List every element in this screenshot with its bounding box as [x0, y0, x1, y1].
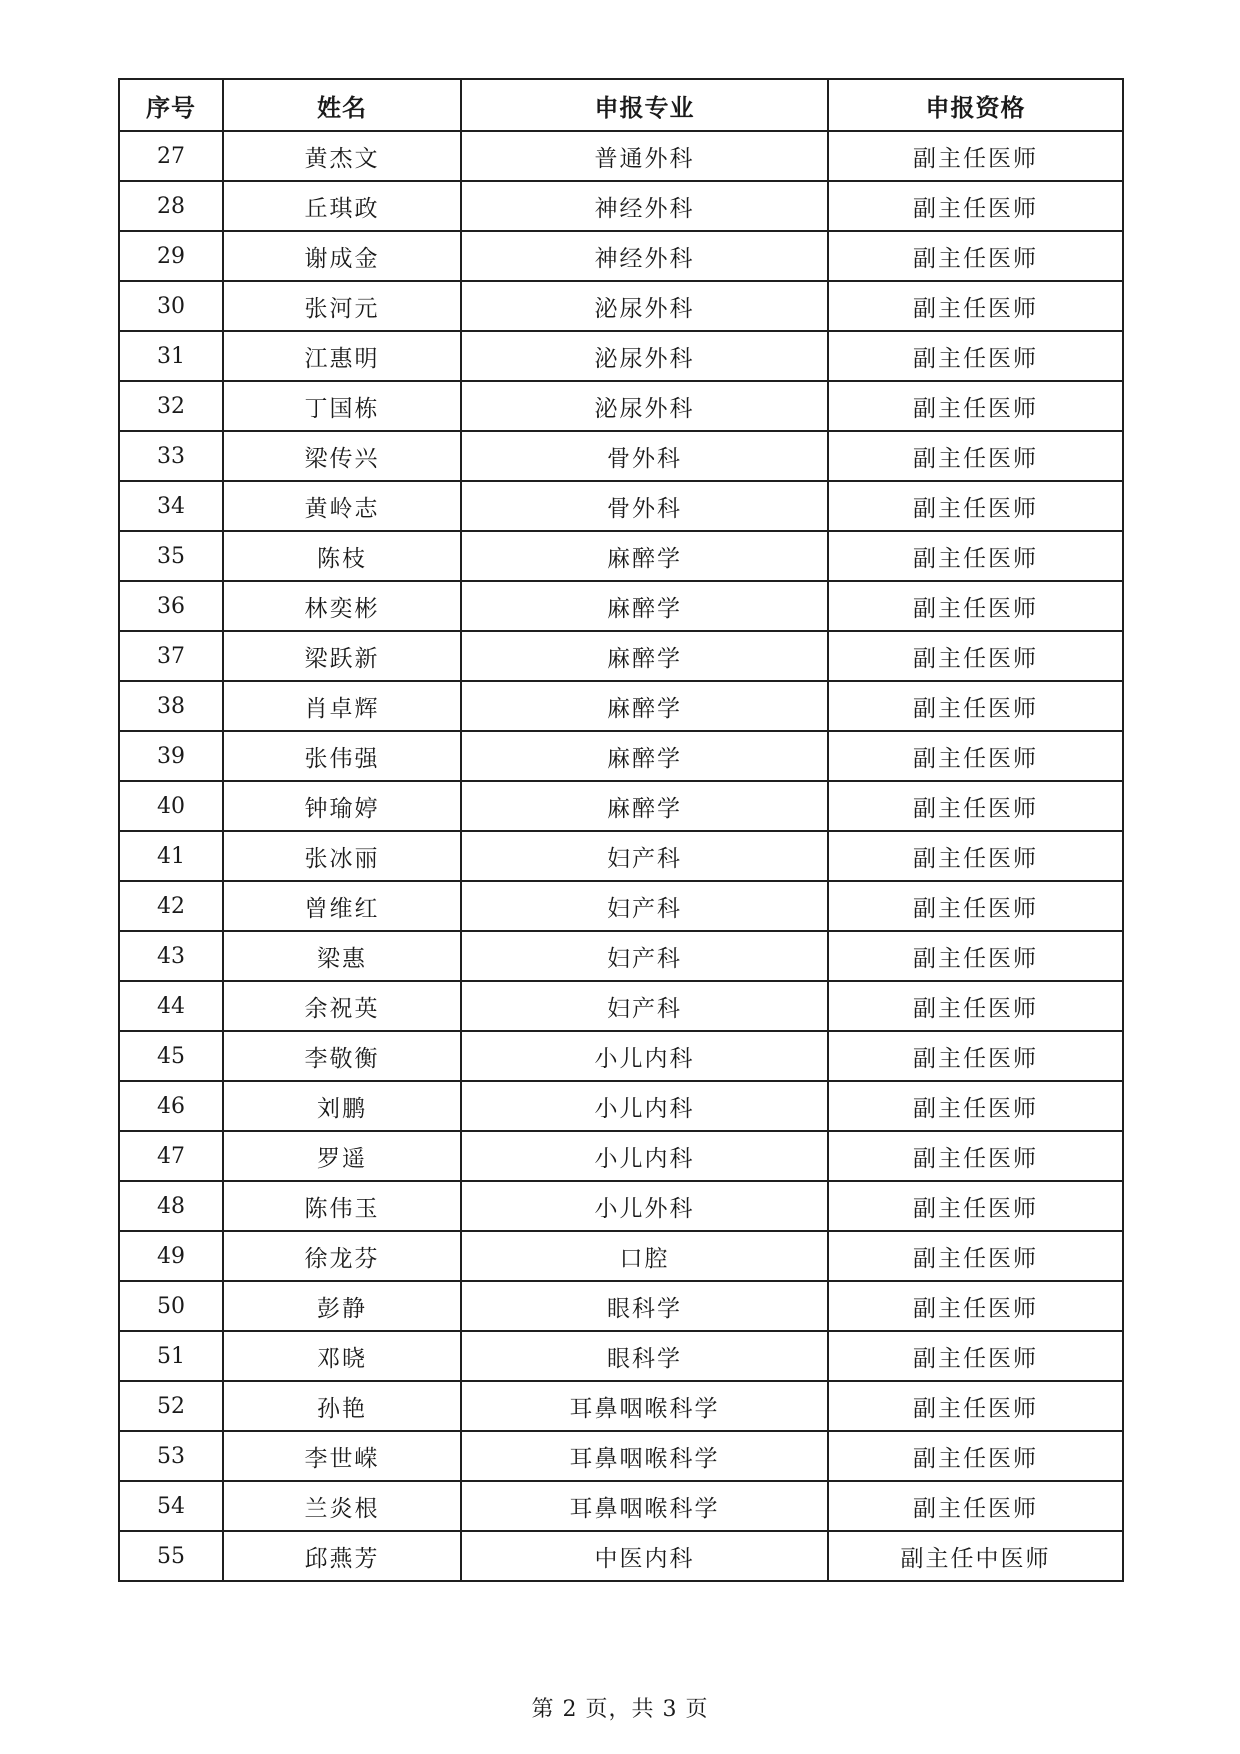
name-cell: 林奕彬 — [223, 581, 461, 631]
specialty-cell: 小儿外科 — [461, 1181, 828, 1231]
name-cell: 谢成金 — [223, 231, 461, 281]
column-header-qualification: 申报资格 — [828, 79, 1123, 131]
qualification-cell: 副主任医师 — [828, 481, 1123, 531]
serial-number-cell: 30 — [119, 281, 223, 331]
name-cell: 黄岭志 — [223, 481, 461, 531]
specialty-cell: 小儿内科 — [461, 1081, 828, 1131]
serial-number-cell: 33 — [119, 431, 223, 481]
name-cell: 梁跃新 — [223, 631, 461, 681]
qualification-cell: 副主任医师 — [828, 681, 1123, 731]
qualification-cell: 副主任医师 — [828, 981, 1123, 1031]
specialty-cell: 泌尿外科 — [461, 381, 828, 431]
serial-number-cell: 49 — [119, 1231, 223, 1281]
name-cell: 陈伟玉 — [223, 1181, 461, 1231]
table-row — [119, 1231, 1123, 1281]
table-row — [119, 781, 1123, 831]
table-row — [119, 531, 1123, 581]
specialty-cell: 泌尿外科 — [461, 331, 828, 381]
table-header — [119, 79, 1123, 131]
qualification-cell: 副主任医师 — [828, 1431, 1123, 1481]
specialty-cell: 小儿内科 — [461, 1131, 828, 1181]
specialty-cell: 普通外科 — [461, 131, 828, 181]
serial-number-cell: 27 — [119, 131, 223, 181]
specialty-cell: 麻醉学 — [461, 781, 828, 831]
table-row — [119, 1081, 1123, 1131]
specialty-cell: 耳鼻咽喉科学 — [461, 1431, 828, 1481]
qualification-cell: 副主任医师 — [828, 581, 1123, 631]
table-row — [119, 1331, 1123, 1381]
qualification-cell: 副主任医师 — [828, 631, 1123, 681]
table-row — [119, 481, 1123, 531]
serial-number-cell: 37 — [119, 631, 223, 681]
qualification-cell: 副主任医师 — [828, 181, 1123, 231]
serial-number-cell: 34 — [119, 481, 223, 531]
name-cell: 徐龙芬 — [223, 1231, 461, 1281]
specialty-cell: 中医内科 — [461, 1531, 828, 1581]
serial-number-cell: 52 — [119, 1381, 223, 1431]
specialty-cell: 眼科学 — [461, 1331, 828, 1381]
table-row — [119, 1181, 1123, 1231]
specialty-cell: 妇产科 — [461, 881, 828, 931]
serial-number-cell: 32 — [119, 381, 223, 431]
serial-number-cell: 53 — [119, 1431, 223, 1481]
table-row — [119, 631, 1123, 681]
table-row — [119, 1131, 1123, 1181]
name-cell: 陈枝 — [223, 531, 461, 581]
specialty-cell: 耳鼻咽喉科学 — [461, 1481, 828, 1531]
name-cell: 丘琪政 — [223, 181, 461, 231]
table-row — [119, 581, 1123, 631]
qualification-cell: 副主任医师 — [828, 781, 1123, 831]
serial-number-cell: 50 — [119, 1281, 223, 1331]
table-row — [119, 231, 1123, 281]
serial-number-cell: 39 — [119, 731, 223, 781]
qualification-cell: 副主任医师 — [828, 1131, 1123, 1181]
qualification-cell: 副主任医师 — [828, 531, 1123, 581]
table-row — [119, 1481, 1123, 1531]
specialty-cell: 骨外科 — [461, 481, 828, 531]
qualification-cell: 副主任医师 — [828, 831, 1123, 881]
name-cell: 曾维红 — [223, 881, 461, 931]
qualification-cell: 副主任医师 — [828, 1381, 1123, 1431]
page-number-footer: 第 2 页，共 3 页 — [531, 1697, 709, 1722]
qualification-cell: 副主任医师 — [828, 1081, 1123, 1131]
specialty-cell: 麻醉学 — [461, 731, 828, 781]
qualification-cell: 副主任医师 — [828, 431, 1123, 481]
name-cell: 余祝英 — [223, 981, 461, 1031]
specialty-cell: 麻醉学 — [461, 581, 828, 631]
name-cell: 钟瑜婷 — [223, 781, 461, 831]
specialty-cell: 泌尿外科 — [461, 281, 828, 331]
qualification-cell: 副主任医师 — [828, 731, 1123, 781]
qualification-cell: 副主任医师 — [828, 1181, 1123, 1231]
qualification-cell: 副主任医师 — [828, 231, 1123, 281]
serial-number-cell: 41 — [119, 831, 223, 881]
column-header-name: 姓名 — [223, 79, 461, 131]
applicant-table — [118, 78, 1124, 1582]
name-cell: 邱燕芳 — [223, 1531, 461, 1581]
name-cell: 黄杰文 — [223, 131, 461, 181]
serial-number-cell: 29 — [119, 231, 223, 281]
specialty-cell: 麻醉学 — [461, 631, 828, 681]
serial-number-cell: 51 — [119, 1331, 223, 1381]
serial-number-cell: 28 — [119, 181, 223, 231]
name-cell: 兰炎根 — [223, 1481, 461, 1531]
table-row — [119, 1531, 1123, 1581]
table-row — [119, 381, 1123, 431]
specialty-cell: 耳鼻咽喉科学 — [461, 1381, 828, 1431]
name-cell: 张冰丽 — [223, 831, 461, 881]
qualification-cell: 副主任医师 — [828, 881, 1123, 931]
specialty-cell: 神经外科 — [461, 181, 828, 231]
qualification-cell: 副主任医师 — [828, 381, 1123, 431]
qualification-cell: 副主任医师 — [828, 1031, 1123, 1081]
table-row — [119, 1381, 1123, 1431]
qualification-cell: 副主任医师 — [828, 1331, 1123, 1381]
serial-number-cell: 42 — [119, 881, 223, 931]
table-row — [119, 131, 1123, 181]
specialty-cell: 妇产科 — [461, 931, 828, 981]
table-row — [119, 881, 1123, 931]
table-row — [119, 331, 1123, 381]
serial-number-cell: 43 — [119, 931, 223, 981]
name-cell: 张河元 — [223, 281, 461, 331]
specialty-cell: 妇产科 — [461, 981, 828, 1031]
name-cell: 张伟强 — [223, 731, 461, 781]
column-header-serial-number: 序号 — [119, 79, 223, 131]
serial-number-cell: 35 — [119, 531, 223, 581]
specialty-cell: 眼科学 — [461, 1281, 828, 1331]
name-cell: 罗遥 — [223, 1131, 461, 1181]
specialty-cell: 神经外科 — [461, 231, 828, 281]
qualification-cell: 副主任医师 — [828, 1281, 1123, 1331]
name-cell: 邓晓 — [223, 1331, 461, 1381]
qualification-cell: 副主任医师 — [828, 281, 1123, 331]
name-cell: 李世嵘 — [223, 1431, 461, 1481]
name-cell: 刘鹏 — [223, 1081, 461, 1131]
table-row — [119, 731, 1123, 781]
name-cell: 孙艳 — [223, 1381, 461, 1431]
table-row — [119, 1031, 1123, 1081]
specialty-cell: 麻醉学 — [461, 681, 828, 731]
qualification-cell: 副主任医师 — [828, 131, 1123, 181]
qualification-cell: 副主任中医师 — [828, 1531, 1123, 1581]
qualification-cell: 副主任医师 — [828, 1231, 1123, 1281]
name-cell: 李敬衡 — [223, 1031, 461, 1081]
serial-number-cell: 45 — [119, 1031, 223, 1081]
specialty-cell: 麻醉学 — [461, 531, 828, 581]
serial-number-cell: 55 — [119, 1531, 223, 1581]
serial-number-cell: 46 — [119, 1081, 223, 1131]
name-cell: 梁传兴 — [223, 431, 461, 481]
table-row — [119, 281, 1123, 331]
serial-number-cell: 54 — [119, 1481, 223, 1531]
table-body — [119, 131, 1123, 1581]
specialty-cell: 小儿内科 — [461, 1031, 828, 1081]
name-cell: 江惠明 — [223, 331, 461, 381]
name-cell: 丁国栋 — [223, 381, 461, 431]
table-row — [119, 931, 1123, 981]
qualification-cell: 副主任医师 — [828, 1481, 1123, 1531]
serial-number-cell: 36 — [119, 581, 223, 631]
qualification-cell: 副主任医师 — [828, 331, 1123, 381]
specialty-cell: 骨外科 — [461, 431, 828, 481]
serial-number-cell: 47 — [119, 1131, 223, 1181]
serial-number-cell: 40 — [119, 781, 223, 831]
specialty-cell: 妇产科 — [461, 831, 828, 881]
table-row — [119, 181, 1123, 231]
table-row — [119, 431, 1123, 481]
header-row — [119, 79, 1123, 131]
table-row — [119, 681, 1123, 731]
table-row — [119, 1431, 1123, 1481]
table-row — [119, 981, 1123, 1031]
serial-number-cell: 31 — [119, 331, 223, 381]
specialty-cell: 口腔 — [461, 1231, 828, 1281]
column-header-specialty: 申报专业 — [461, 79, 828, 131]
applicant-table-container — [118, 78, 1122, 1582]
serial-number-cell: 44 — [119, 981, 223, 1031]
name-cell: 彭静 — [223, 1281, 461, 1331]
name-cell: 梁惠 — [223, 931, 461, 981]
serial-number-cell: 38 — [119, 681, 223, 731]
serial-number-cell: 48 — [119, 1181, 223, 1231]
table-row — [119, 1281, 1123, 1331]
table-row — [119, 831, 1123, 881]
qualification-cell: 副主任医师 — [828, 931, 1123, 981]
name-cell: 肖卓辉 — [223, 681, 461, 731]
